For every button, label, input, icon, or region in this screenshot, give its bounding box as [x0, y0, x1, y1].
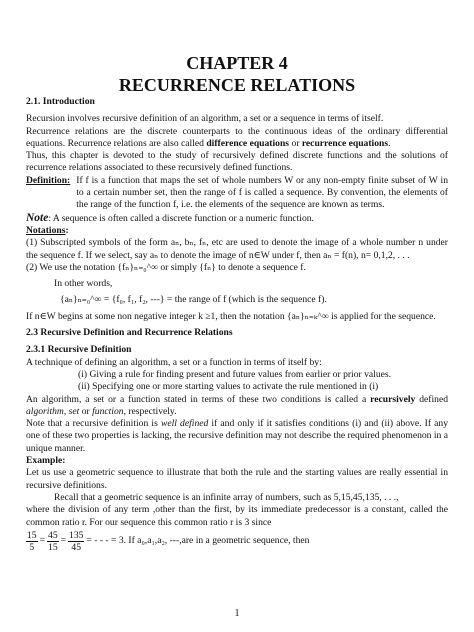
example-paragraph-1: Let us use a geometric sequence to illustrate that both the rule and the starting values are really essential in recursive definitions.	[26, 467, 448, 491]
fraction-denominator: 5	[29, 541, 35, 553]
rd-p2-defined: defined	[415, 393, 448, 405]
sequence-start-note: If n∈W begins at some non negative integer k ≥1, then the notation {aₙ}ₙ₌ₖ^∞ is applied for the sequence.	[26, 310, 436, 322]
chapter-number: CHAPTER 4	[186, 53, 288, 73]
note-text: : A sequence is often called a discrete function or a numeric function.	[48, 212, 314, 224]
intro-p2-end: .	[388, 137, 391, 149]
rule-condition-ii: (ii) Specifying one or more starting values to activate the rule mentioned in (i)	[78, 381, 379, 393]
fraction	[68, 530, 84, 553]
intro-p2-or: or	[289, 137, 302, 149]
definition-text: If f is a function that maps the set of whole numbers W or any non-empty finite subset of W in to a certain number set, then the range of f is called a sequence. By convention, the elements of the range of the function f, i.e. the elements of the sequence are known as terms.	[76, 174, 448, 211]
fraction-numerator: 45	[48, 529, 58, 541]
fraction-numerator: 15	[27, 529, 37, 541]
term-function: function	[92, 405, 124, 417]
recursive-def-intro: A technique of defining an algorithm, a set or a function in terms of itself by:	[26, 356, 322, 368]
definition-block	[26, 175, 448, 212]
rd-p2-text: An algorithm, a set or a function stated in terms of these two conditions is called a	[26, 393, 371, 405]
example-paragraph-2: Recall that a geometric sequence is an infinite array of numbers, such as 5,15,45,135, . . .,	[54, 491, 399, 503]
term-well-defined: well defined	[160, 418, 209, 430]
equals-sign: =	[60, 535, 67, 547]
section-heading-2-3-1: 2.3.1 Recursive Definition	[26, 344, 132, 356]
rd-p3-text: Note that a recursive definition is	[26, 418, 161, 430]
intro-p2-text: Recurrence relations are the discrete counterparts to the continuous ideas of the ordinary differential equations. Recurrence relations are also called	[26, 125, 448, 149]
note-label: Note	[26, 211, 49, 224]
term-recurrence-equations: recurrence equations	[301, 137, 389, 149]
ratio-equation	[26, 530, 448, 553]
definition-label: Definition:	[26, 174, 71, 186]
fraction-numerator: 135	[69, 529, 84, 541]
section-heading-intro: 2.1. Introduction	[26, 96, 95, 107]
intro-paragraph-3: Thus, this chapter is devoted to the study of recursively defined discrete functions and the solutions of recurrence relations associated to these recursively defined functions.	[26, 150, 448, 174]
recursive-def-paragraph	[26, 394, 448, 419]
equals-sign: =	[39, 535, 46, 547]
rule-condition-i: (i) Giving a rule for finding present and future values from earlier or prior values.	[78, 368, 392, 380]
notation-1: (1) Subscripted symbols of the form aₙ, bₙ, fₙ, etc are used to denote the image of a whole number n under the sequence f. If we select, say aₙ to denote the image of n∈W under f, then aₙ = f(n), n= 0,1,2, . . .	[26, 237, 448, 261]
fraction	[26, 530, 38, 553]
well-defined-paragraph	[26, 418, 448, 455]
chapter-title: RECURRENCE RELATIONS	[118, 75, 356, 95]
notations-colon: :	[65, 224, 69, 236]
page-content	[26, 96, 448, 553]
intro-paragraph-2	[26, 126, 448, 151]
term-difference-equations: difference equations	[206, 137, 290, 149]
intro-paragraph-1: Recursion involves recursive definition of an algorithm, a set or a sequence in terms of itself.	[26, 113, 384, 125]
sequence-equation: {aₙ}ₙ₌₀^∞ = {f₀, f₁, f₂, ---} = the range of f (which is the sequence f).	[60, 294, 327, 306]
notation-2: (2) We use the notation {fₙ}ₙ₌₀^∞ or simply {fₙ} to denote a sequence f.	[26, 261, 306, 273]
notations-heading	[26, 225, 448, 237]
page-number: 1	[234, 608, 240, 619]
in-other-words: In other words,	[54, 278, 113, 290]
rd-p2-or: or	[79, 405, 93, 417]
ratio-equation-tail: = - - - = 3. If a₀,a₁,a₂, ---,are in a geometric sequence, then	[86, 535, 310, 547]
fraction-denominator: 15	[48, 541, 58, 553]
example-paragraph-3: where the division of any term ,other than the first, by its immediate predecessor is a constant, called the common ratio r. For our sequence this common ratio r is 3 since	[26, 504, 448, 528]
notations-label: Notations	[26, 224, 66, 236]
note-line	[26, 212, 448, 225]
fraction-denominator: 45	[71, 541, 82, 553]
rd-p3-rest: if and only if it satisfies conditions (i) and (ii) above. If any one of these two properties is lacking, the recursive definition may not describe the required phenomenon in a unique manner.	[26, 418, 448, 454]
term-algorithm-set: algorithm, set	[26, 405, 80, 417]
term-recursively: recursively	[370, 393, 416, 405]
example-label: Example:	[26, 455, 66, 467]
fraction	[47, 530, 59, 553]
rd-p2-end: , respectively.	[123, 405, 177, 417]
section-heading-2-3: 2.3 Recursive Definition and Recurrence Relations	[26, 327, 233, 339]
